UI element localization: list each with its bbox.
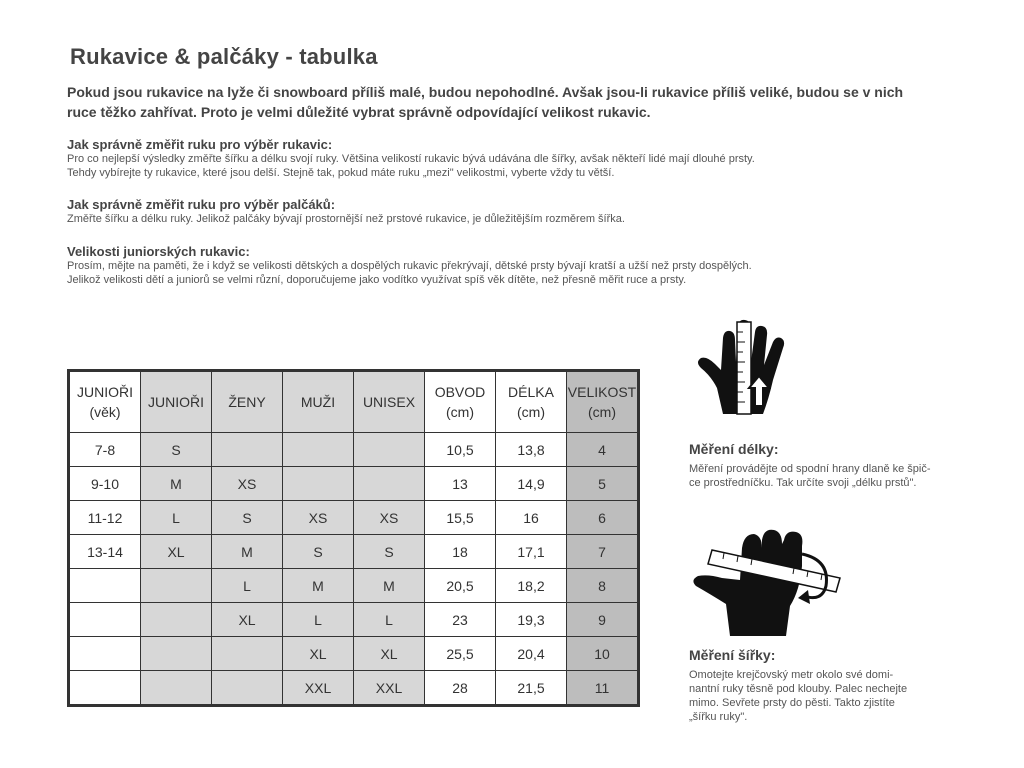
section-line: Prosím, mějte na paměti, že i když se velikosti dětských a dospělých rukavic překrývají, dětské prsty bývají kratší a užší než prsty dospělých. (67, 260, 752, 272)
cell-women (212, 671, 283, 706)
cell-junior-age (69, 569, 141, 603)
intro-line: Pokud jsou rukavice na lyže či snowboard příliš malé, budou nepohodlné. Avšak jsou-li rukavice příliš veliké, budou se v nich (67, 84, 904, 100)
header-line: JUNIOŘI (77, 384, 133, 400)
cell-unisex: XXL (354, 671, 425, 706)
measure-length-line: ce prostředníčku. Tak určíte svoji „délku prstů". (689, 477, 917, 489)
table-row (69, 637, 639, 671)
cell-unisex: M (354, 569, 425, 603)
cell-length: 20,4 (496, 637, 567, 671)
cell-men: XXL (283, 671, 354, 706)
cell-circumference: 15,5 (425, 501, 496, 535)
cell-junior: L (141, 501, 212, 535)
cell-length: 18,2 (496, 569, 567, 603)
hand-tape-width-icon (690, 520, 860, 640)
header-line: (cm) (588, 404, 616, 420)
cell-men (283, 467, 354, 501)
measure-width-line: Omotejte krejčovský metr okolo své domi- (689, 669, 894, 681)
cell-size: 9 (567, 603, 639, 637)
table-body (69, 433, 639, 706)
cell-circumference: 25,5 (425, 637, 496, 671)
section-heading: Velikosti juniorských rukavic: (67, 244, 250, 259)
cell-length: 17,1 (496, 535, 567, 569)
cell-women (212, 637, 283, 671)
section-junior-sizes (67, 244, 947, 287)
cell-size: 4 (567, 433, 639, 467)
cell-circumference: 18 (425, 535, 496, 569)
cell-women (212, 433, 283, 467)
header-line: (cm) (517, 404, 545, 420)
measure-width-line: mimo. Sevřete prsty do pěsti. Takto zjistíte (689, 697, 895, 709)
table-row (69, 535, 639, 569)
hand-ruler-length-icon (693, 318, 803, 418)
measure-width-line: „šířku ruky". (689, 711, 748, 723)
table-row (69, 569, 639, 603)
cell-unisex (354, 433, 425, 467)
cell-men: XS (283, 501, 354, 535)
header-line: OBVOD (434, 384, 486, 400)
cell-unisex: XS (354, 501, 425, 535)
cell-unisex: S (354, 535, 425, 569)
cell-junior: XL (141, 535, 212, 569)
cell-men: M (283, 569, 354, 603)
cell-length: 21,5 (496, 671, 567, 706)
header-length (496, 371, 567, 433)
measure-width-body (689, 668, 989, 724)
section-heading: Jak správně změřit ruku pro výběr palčáků: (67, 197, 336, 212)
cell-size: 6 (567, 501, 639, 535)
measure-length-text (689, 440, 989, 490)
cell-junior (141, 569, 212, 603)
cell-size: 10 (567, 637, 639, 671)
intro-line: ruce těžko zahřívat. Proto je velmi důležité vybrat správně odpovídající velikost rukavic. (67, 104, 651, 120)
cell-junior-age: 13-14 (69, 535, 141, 569)
page-title: Rukavice & palčáky - tabulka (70, 44, 378, 69)
cell-length: 19,3 (496, 603, 567, 637)
cell-unisex: XL (354, 637, 425, 671)
cell-women: S (212, 501, 283, 535)
cell-junior (141, 637, 212, 671)
cell-size: 11 (567, 671, 639, 706)
cell-women: XS (212, 467, 283, 501)
cell-junior: S (141, 433, 212, 467)
table-row (69, 501, 639, 535)
cell-junior-age (69, 637, 141, 671)
header-line: VELIKOST (567, 384, 637, 400)
header-unisex (354, 371, 425, 433)
cell-junior-age (69, 603, 141, 637)
table-row (69, 433, 639, 467)
table-row (69, 467, 639, 501)
cell-junior-age: 7-8 (69, 433, 141, 467)
header-junior (141, 371, 212, 433)
section-line: Pro co nejlepší výsledky změřte šířku a délku svojí ruky. Většina velikostí rukavic bývá udávána dle šířky, avšak někteří lidé mají dlouhé prsty. (67, 153, 755, 165)
cell-circumference: 28 (425, 671, 496, 706)
cell-size: 5 (567, 467, 639, 501)
cell-junior-age: 9-10 (69, 467, 141, 501)
header-line: DÉLKA (508, 384, 554, 400)
header-line: JUNIOŘI (148, 394, 204, 410)
cell-circumference: 10,5 (425, 433, 496, 467)
cell-men: L (283, 603, 354, 637)
cell-unisex (354, 467, 425, 501)
measure-length-line: Měření provádějte od spodní hrany dlaně ke špič- (689, 463, 931, 475)
intro-text (67, 82, 927, 122)
section-mitten-measure (67, 197, 947, 226)
cell-women: L (212, 569, 283, 603)
section-heading: Jak správně změřit ruku pro výběr rukavic: (67, 137, 333, 152)
cell-circumference: 13 (425, 467, 496, 501)
header-men (283, 371, 354, 433)
cell-length: 16 (496, 501, 567, 535)
measure-length-body (689, 462, 989, 490)
cell-unisex: L (354, 603, 425, 637)
section-line: Jelikož velikosti dětí a juniorů se velmi různí, doporučujeme jako vodítko využívat spíš věk dítěte, než přesně měřit ruce a prsty. (67, 274, 687, 286)
header-women (212, 371, 283, 433)
table-row (69, 671, 639, 706)
measure-length-heading: Měření délky: (689, 441, 779, 457)
cell-circumference: 20,5 (425, 569, 496, 603)
section-glove-measure (67, 137, 947, 180)
cell-women: XL (212, 603, 283, 637)
cell-junior: M (141, 467, 212, 501)
table-row (69, 603, 639, 637)
cell-size: 8 (567, 569, 639, 603)
header-junior-age (69, 371, 141, 433)
table-header-row (69, 371, 639, 433)
header-line: (věk) (89, 404, 121, 420)
header-size (567, 371, 639, 433)
cell-men: S (283, 535, 354, 569)
header-line: MUŽI (300, 394, 336, 410)
cell-size: 7 (567, 535, 639, 569)
header-circumference (425, 371, 496, 433)
cell-men: XL (283, 637, 354, 671)
cell-length: 14,9 (496, 467, 567, 501)
cell-junior-age: 11-12 (69, 501, 141, 535)
section-line: Změřte šířku a délku ruky. Jelikož palčáky bývají prostornější než prstové rukavice, je důležitějším rozměrem šířka. (67, 213, 625, 225)
header-line: (cm) (446, 404, 474, 420)
cell-circumference: 23 (425, 603, 496, 637)
size-table (67, 369, 640, 707)
section-line: Tehdy vybírejte ty rukavice, které jsou delší. Stejně tak, pokud máte ruku „mezi" velikostmi, vyberte vždy tu větší. (67, 167, 615, 179)
measure-width-heading: Měření šířky: (689, 647, 776, 663)
measure-width-text (689, 646, 989, 724)
cell-men (283, 433, 354, 467)
cell-junior (141, 671, 212, 706)
measure-width-line: nantní ruky těsně pod klouby. Palec nechejte (689, 683, 908, 695)
cell-junior (141, 603, 212, 637)
cell-junior-age (69, 671, 141, 706)
cell-length: 13,8 (496, 433, 567, 467)
header-line: ŽENY (228, 394, 266, 410)
header-line: UNISEX (362, 394, 416, 410)
cell-women: M (212, 535, 283, 569)
